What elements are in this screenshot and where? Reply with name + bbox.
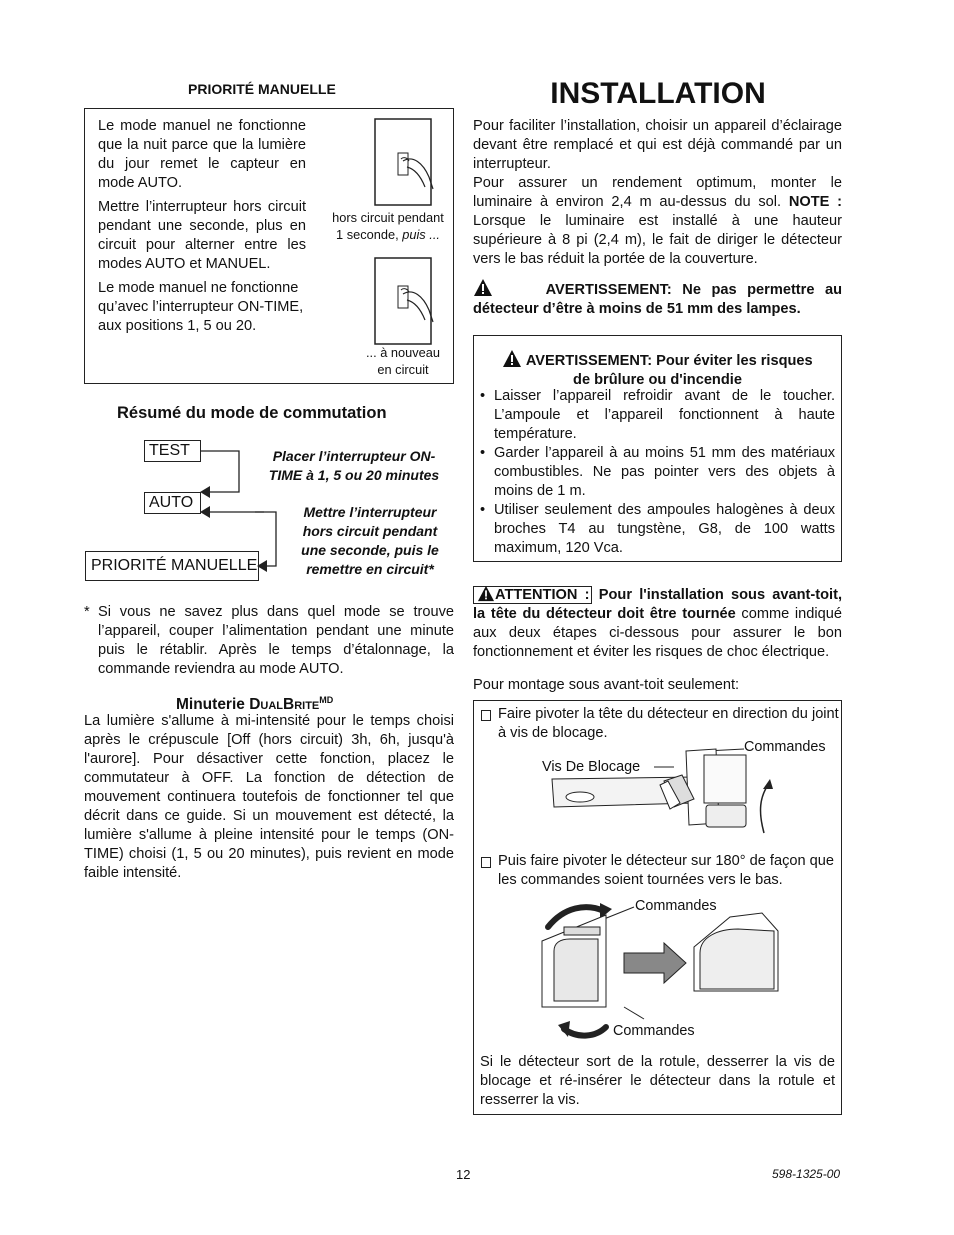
eave-mount-box — [473, 700, 842, 1115]
warning-icon — [473, 278, 493, 297]
warning-lamp-distance: AVERTISSEMENT: Ne pas permettre au détecteur d’être à moins de 51 mm des lampes. — [473, 278, 842, 319]
burn-fire-warning-box — [473, 335, 842, 562]
final-instructions: Si le détecteur sort de la rotule, desserrer la vis de blocage et ré-insérer le détecteur dans la rotule et resserrer la vis. — [480, 1054, 835, 1108]
manual-para-2: Mettre l’interrupteur hors circuit pendant une seconde, plus en circuit pour alterner entre les modes AUTO et MANUEL. — [98, 199, 306, 272]
mode-manual-priority-box: PRIORITÉ MANUELLE — [85, 551, 259, 581]
footnote-text: Si vous ne savez plus dans quel mode se trouve l’appareil, couper l’alimentation pendant une minute puis le rétablir. Après le temps d’étalonnage, la commande reviendra au mode AUTO. — [98, 604, 454, 677]
warning-icon — [502, 349, 522, 368]
dualbrite-timer-title: Minuterie DualBrite$^{MD}$ — [176, 695, 334, 714]
mode-note-cycle: Mettre l’interrupteur hors circuit pendant une seconde, puis le remettre en circuit* — [301, 504, 439, 577]
wall-switch-on-illustration — [373, 256, 437, 348]
attention-badge: ATTENTION : — [473, 586, 592, 604]
intro-paragraph-2: Pour assurer un rendement optimum, monter le luminaire à environ 2,4 m au-dessus du sol. NOTE : Lorsque le luminaire est installé à une hauteur supérieure à 8 pi (2,4 m), le fait de diriger le détecteur vers le bas réduit la portée de la couverture. — [473, 175, 842, 267]
manual-priority-title: PRIORITÉ MANUELLE — [188, 81, 336, 97]
burn-warning-title: AVERTISSEMENT: Pour éviter les risques de brûlure ou d'incendie — [480, 349, 835, 390]
switch-caption-2: ... à nouveau en circuit — [366, 345, 440, 377]
label-controls-3: Commandes — [613, 1023, 695, 1039]
installation-title: INSTALLATION — [550, 77, 766, 110]
eave-mount-only: Pour montage sous avant-toit seulement: — [473, 677, 740, 693]
switching-summary-title: Résumé du mode de commutation — [117, 404, 387, 422]
manual-mode-text — [98, 117, 306, 341]
mode-test-box: TEST — [144, 440, 201, 462]
installation-intro — [473, 117, 842, 269]
list-item: • Garder l’appareil à au moins 51 mm des matériaux combustibles. Ne pas pointer vers des objets à moins de 1 m. — [474, 444, 835, 501]
footnote-marker: * — [84, 604, 90, 620]
mode-auto-box: AUTO — [144, 492, 201, 514]
detector-rotate-illustration — [534, 891, 804, 1041]
list-item: • Utiliser seulement des ampoules halogènes à deux broches T4 au tungstène, G8, de 100 watts maximum, 120 Vca. — [474, 501, 835, 558]
wall-switch-off-illustration — [373, 117, 437, 209]
switch-caption-1: hors circuit pendant 1 seconde, puis ... — [332, 210, 444, 242]
step-1: Faire pivoter la tête du détecteur en direction du joint à vis de blocage. — [474, 705, 839, 743]
burn-warning-list — [474, 387, 835, 558]
page-number: 12 — [456, 1167, 471, 1182]
intro-paragraph-1: Pour faciliter l’installation, choisir un appareil d’éclairage devant être remplacé et qui est déjà commandé par un interrupteur. — [473, 118, 842, 172]
label-controls-1: Commandes — [744, 739, 826, 755]
manual-para-3: Le mode manuel ne fonctionne qu’avec l’interrupteur ON-TIME, aux positions 1, 5 ou 20. — [98, 280, 304, 334]
mode-note-ontime: Placer l’interrupteur ON-TIME à 1, 5 ou 20 minutes — [268, 448, 440, 483]
step-2: Puis faire pivoter le détecteur sur 180° de façon que les commandes soient tournées vers le bas. — [474, 852, 839, 890]
manual-para-1: Le mode manuel ne fonctionne que la nuit parce que la lumière du jour remet le capteur en mode AUTO. — [98, 118, 306, 191]
document-number: 598-1325-00 — [772, 1167, 841, 1181]
list-item: • Laisser l’appareil refroidir avant de le toucher. L’ampoule et l’appareil fonctionnent à haute température. — [474, 387, 835, 444]
warning-icon — [477, 585, 495, 602]
manual-mode-box — [84, 108, 454, 384]
label-controls-2: Commandes — [635, 898, 717, 914]
dualbrite-timer-text: La lumière s'allume à mi-intensité pour le temps choisi après le crépuscule [Off (hors circuit) 3h, 6h, jusqu'à l'aurore]. Pour désactiver cette fonction, placez le commutateur à OFF. La fonction de détection de mouvement continuera toutefois de fonctionner tel que décrit dans ce guide. Si un mouvement est détecté, la lumière s'allume à pleine intensité pour le temps (ON-TIME) choisi (1, 5 ou 20 minutes), puis revient en mode faible intensité. — [84, 713, 454, 881]
attention-paragraph: ATTENTION : Pour l'installation sous avant-toit, la tête du détecteur doit être tournée comme indiqué aux deux étapes ci-dessous pour assurer le bon fonctionnement et éviter les risques de choc électrique. — [473, 587, 843, 660]
label-locking-screw: Vis De Blocage — [542, 759, 641, 775]
mode-diagram-connector-2 — [255, 508, 295, 578]
detector-pivot-illustration — [544, 741, 804, 841]
